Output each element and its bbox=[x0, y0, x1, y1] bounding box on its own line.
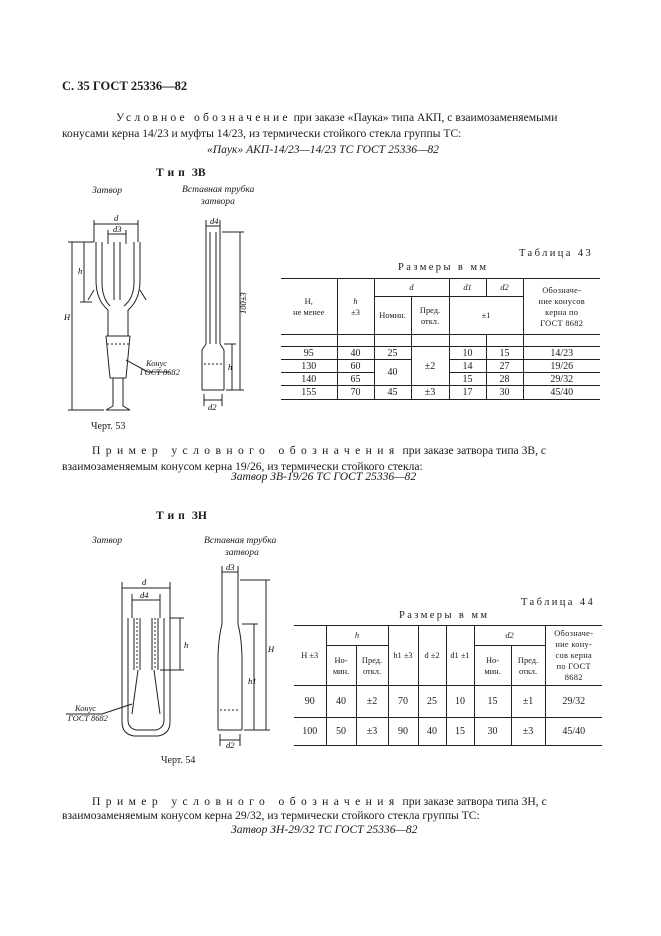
t44-cell: ±1 bbox=[511, 686, 545, 718]
table44 bbox=[294, 625, 602, 746]
t43-cell: 70 bbox=[337, 386, 374, 400]
type3v-title bbox=[156, 166, 206, 179]
type3v-caption: Черт. 53 bbox=[91, 421, 126, 432]
type3v-title-code: ЗВ bbox=[191, 166, 206, 179]
t43-cell: ±2 bbox=[411, 347, 449, 386]
t44-cell: 30 bbox=[474, 718, 511, 746]
dim54-d2: d2 bbox=[226, 740, 235, 750]
dim54-d: d bbox=[142, 577, 147, 587]
t43-h-d1: d1 bbox=[449, 279, 486, 297]
t44-cell: 70 bbox=[388, 686, 418, 718]
type3v-insert-label: Вставная трубка bbox=[182, 184, 255, 195]
type3v-title-prefix: Тип bbox=[156, 166, 189, 179]
t44-cell: ±3 bbox=[356, 718, 388, 746]
t43-h-H bbox=[281, 279, 337, 335]
type3n-title-prefix: Тип bbox=[156, 509, 189, 522]
t44-h-desig-3: сов керна bbox=[555, 651, 593, 660]
type3n-insert-label: Вставная трубка bbox=[204, 535, 277, 546]
t43-cell: 15 bbox=[449, 373, 486, 386]
t43-h-d2: d2 bbox=[486, 279, 523, 297]
type3n-insert-label2: затвора bbox=[225, 547, 259, 558]
t43-cell: 28 bbox=[486, 373, 523, 386]
t43-h-dnom: Номин. bbox=[374, 297, 411, 335]
table43-title: Таблица 43 bbox=[519, 248, 594, 259]
t44-h-d2: d2 bbox=[474, 626, 545, 646]
page-header: С. 35 ГОСТ 25336—82 bbox=[62, 79, 188, 93]
t43-cell: 19/26 bbox=[523, 360, 600, 373]
t44-h-d: d ±2 bbox=[418, 626, 446, 686]
t44-h-d2nom bbox=[474, 646, 511, 686]
section3-lead: Пример условного обозначения bbox=[92, 795, 400, 808]
t43-h-H-2: не менее bbox=[293, 307, 325, 317]
t44-h-desig-1: Обозначе- bbox=[554, 629, 594, 638]
type3n-caption: Черт. 54 bbox=[161, 755, 196, 766]
t44-cell: 50 bbox=[326, 718, 356, 746]
t44-cell: 100 bbox=[294, 718, 326, 746]
drawing-53-zatvor bbox=[58, 210, 178, 420]
type3v-insert-label2: затвора bbox=[201, 196, 235, 207]
t44-h-d2pred bbox=[511, 646, 545, 686]
dim-h: h bbox=[78, 266, 83, 276]
t43-h-dpred-1: Пред. bbox=[419, 305, 441, 315]
t43-cell: 140 bbox=[281, 373, 337, 386]
t43-cell: 10 bbox=[449, 347, 486, 360]
t44-h-hnom-1: Но- bbox=[334, 655, 348, 665]
t43-row-4 bbox=[281, 386, 600, 400]
t43-h-H-1: H, bbox=[304, 296, 313, 306]
t43-cell: ±3 bbox=[411, 386, 449, 400]
section3-rest: при заказе затвора типа ЗН, с bbox=[399, 795, 547, 808]
t44-cell: 10 bbox=[446, 686, 474, 718]
t43-h-desig-2: ние конусов bbox=[538, 296, 585, 306]
section1-lead: Условное обозначение bbox=[116, 111, 291, 124]
t43-cell: 27 bbox=[486, 360, 523, 373]
type3n-title bbox=[156, 509, 207, 522]
t43-h-dpred bbox=[411, 297, 449, 335]
section1-line2: конусами керна 14/23 и муфты 14/23, из термически стойкого стекла группы ТС: bbox=[62, 127, 462, 140]
t43-h-d: d bbox=[374, 279, 449, 297]
t44-cell: 15 bbox=[446, 718, 474, 746]
t44-h-desig-5: 8682 bbox=[564, 673, 583, 682]
section1-designation: «Паук» АКП-14/23—14/23 ТС ГОСТ 25336—82 bbox=[207, 143, 439, 156]
section2-line1 bbox=[92, 443, 546, 459]
t44-cell: ±3 bbox=[511, 718, 545, 746]
t43-cell: 65 bbox=[337, 373, 374, 386]
table44-subtitle: Размеры в мм bbox=[399, 610, 490, 621]
dim-d: d bbox=[114, 213, 119, 223]
t43-cell: 45/40 bbox=[523, 386, 600, 400]
t43-h-desig bbox=[523, 279, 600, 335]
t43-h-h bbox=[337, 279, 374, 335]
section3-designation: Затвор ЗН-29/32 ТС ГОСТ 25336—82 bbox=[231, 823, 418, 836]
dim-d3: d3 bbox=[113, 224, 122, 234]
t44-h-hnom-2: мин. bbox=[332, 666, 350, 676]
section1-rest: при заказе «Паука» типа АКП, с взаимозаменяемыми bbox=[290, 111, 558, 124]
type3n-zatvor-label: Затвор bbox=[92, 535, 123, 546]
t43-cell: 14/23 bbox=[523, 347, 600, 360]
dim54-h: h bbox=[184, 640, 189, 650]
t43-row-1 bbox=[281, 347, 600, 360]
dim-H: H bbox=[64, 312, 71, 322]
table43 bbox=[281, 278, 600, 400]
t43-cell: 45 bbox=[374, 386, 411, 400]
t44-cell: 90 bbox=[294, 686, 326, 718]
t43-h-dpred-2: откл. bbox=[420, 316, 440, 326]
t44-h-d2nom-1: Но- bbox=[485, 655, 500, 665]
t43-h-h-2: ±3 bbox=[351, 307, 360, 317]
type3n-title-code: ЗН bbox=[191, 509, 207, 522]
t44-h-H: H ±3 bbox=[294, 626, 326, 686]
t44-row-1 bbox=[294, 686, 602, 718]
t43-cell: 95 bbox=[281, 347, 337, 360]
t43-cell: 15 bbox=[486, 347, 523, 360]
type3v-cone-std: ГОСТ 8682 bbox=[140, 368, 180, 377]
t44-cell: ±2 bbox=[356, 686, 388, 718]
t43-cell: 30 bbox=[486, 386, 523, 400]
t44-h-d2nom-2: мин. bbox=[484, 666, 501, 676]
t44-cell: 15 bbox=[474, 686, 511, 718]
t43-cell: 14 bbox=[449, 360, 486, 373]
section2-rest: при заказе затвора типа ЗВ, с bbox=[399, 444, 547, 457]
section2-line2: взаимозаменяемым конусом керна 19/26, из термически стойкого стекла: bbox=[62, 460, 423, 473]
t43-cell: 40 bbox=[374, 360, 411, 386]
table43-subtitle: Размеры в мм bbox=[398, 262, 489, 273]
dim-d4: d4 bbox=[210, 216, 219, 226]
section3-line2: взаимозаменяемым конусом керна 29/32, из термически стойкого стекла группы ТС: bbox=[62, 809, 480, 822]
t44-cell: 40 bbox=[418, 718, 446, 746]
section1-line1 bbox=[116, 110, 557, 126]
t44-h-desig bbox=[545, 626, 602, 686]
t43-cell: 40 bbox=[337, 347, 374, 360]
t44-cell: 45/40 bbox=[545, 718, 602, 746]
type3n-cone-std: ГОСТ 8682 bbox=[68, 714, 108, 723]
t43-cell: 60 bbox=[337, 360, 374, 373]
dim54-H: H bbox=[268, 644, 275, 654]
t44-h-h1: h1 ±3 bbox=[388, 626, 418, 686]
t43-cell: 17 bbox=[449, 386, 486, 400]
type3v-zatvor-label: Затвор bbox=[92, 185, 123, 196]
t43-cell: 155 bbox=[281, 386, 337, 400]
t44-cell: 40 bbox=[326, 686, 356, 718]
t43-h-desig-1: Обозначе- bbox=[542, 285, 582, 295]
t44-cell: 29/32 bbox=[545, 686, 602, 718]
t44-cell: 25 bbox=[418, 686, 446, 718]
t44-h-d1: d1 ±1 bbox=[446, 626, 474, 686]
t43-h-desig-4: ГОСТ 8682 bbox=[540, 318, 584, 328]
t44-h-hnom bbox=[326, 646, 356, 686]
t43-h-desig-3: керна по bbox=[545, 307, 579, 317]
t44-h-desig-4: по ГОСТ bbox=[556, 662, 591, 671]
section2-designation: Затвор ЗВ-19/26 ТС ГОСТ 25336—82 bbox=[231, 470, 417, 483]
dim54-h1: h1 bbox=[248, 676, 257, 686]
t43-h-h-1: h bbox=[353, 296, 358, 306]
t44-h-desig-2: ние кону- bbox=[555, 640, 593, 649]
section2-lead: Пример условного обозначения bbox=[92, 444, 400, 457]
t44-h-h: h bbox=[326, 626, 388, 646]
dim-h1: h bbox=[228, 362, 233, 372]
type3v-cone-label: Конус bbox=[146, 359, 168, 368]
dim54-d3: d3 bbox=[226, 562, 235, 572]
t44-row-2 bbox=[294, 718, 602, 746]
t44-cell: 90 bbox=[388, 718, 418, 746]
t43-cell: 130 bbox=[281, 360, 337, 373]
t43-gap bbox=[281, 335, 337, 347]
table44-title: Таблица 44 bbox=[521, 597, 596, 608]
drawing-54-insert bbox=[212, 560, 275, 750]
t43-cell: 29/32 bbox=[523, 373, 600, 386]
t44-h-d2pred-1: Пред. bbox=[517, 655, 539, 665]
drawing-53-insert bbox=[194, 214, 254, 410]
type3n-cone-label: Конус bbox=[75, 704, 97, 713]
t44-h-hpred-2: откл. bbox=[362, 666, 382, 676]
dim54-d4: d4 bbox=[140, 590, 149, 600]
drawing-54-zatvor bbox=[108, 574, 198, 756]
t43-cell: 25 bbox=[374, 347, 411, 360]
dim-d2: d2 bbox=[208, 402, 217, 412]
t44-h-hpred bbox=[356, 646, 388, 686]
dim-100: 100±3 bbox=[238, 292, 248, 314]
t44-h-d2pred-2: откл. bbox=[518, 666, 538, 676]
t44-h-hpred-1: Пред. bbox=[361, 655, 383, 665]
t43-h-pm1: ±1 bbox=[449, 297, 523, 335]
